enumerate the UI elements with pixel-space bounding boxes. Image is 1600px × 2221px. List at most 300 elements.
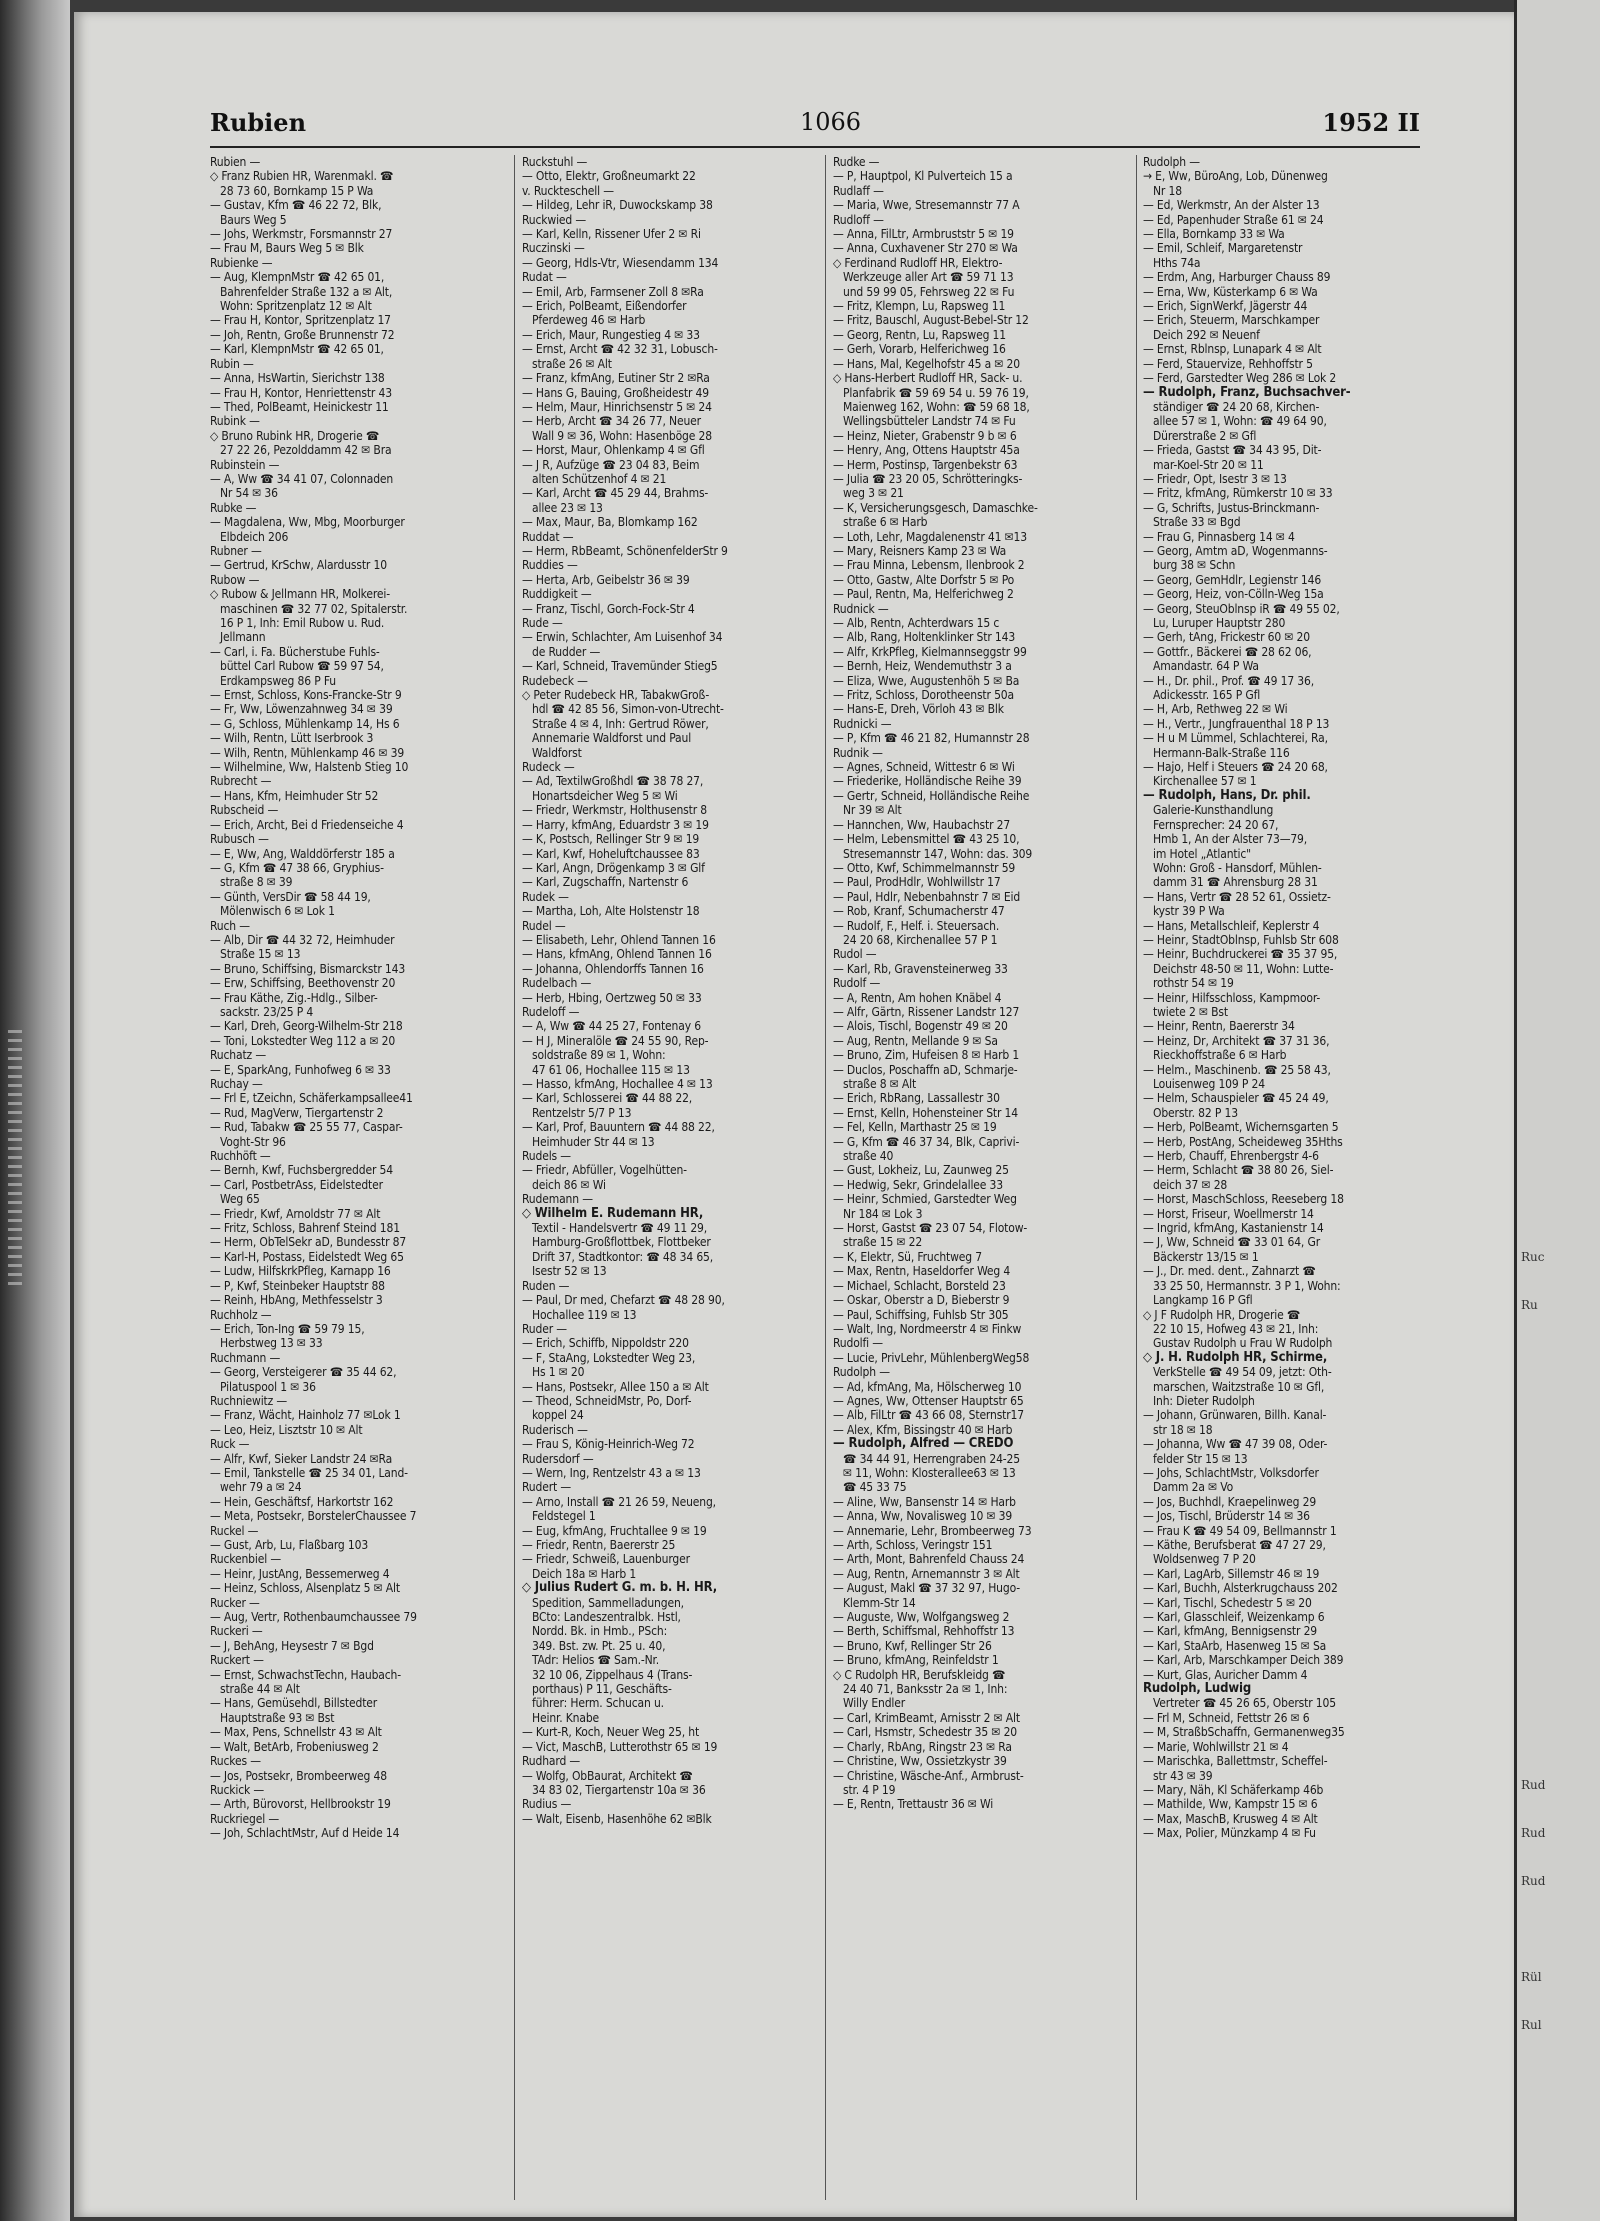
directory-entry: — Julia ☎ 23 20 05, Schrötteringks-: [833, 471, 1023, 486]
directory-entry: — Karl, KlempnMstr ☎ 42 65 01,: [210, 342, 384, 357]
directory-entry: 24 20 68, Kirchenallee 57 P 1: [843, 932, 998, 947]
directory-entry: — Karl, Dreh, Georg-Wilhelm-Str 218: [210, 1019, 403, 1034]
directory-entry: ◇ Franz Rubien HR, Warenmakl. ☎: [210, 169, 394, 184]
directory-entry: — Fr, Ww, Löwenzahnweg 34 ✉ 39: [210, 702, 393, 717]
directory-entry: — Erich, Maur, Rungestieg 4 ✉ 33: [522, 327, 700, 342]
directory-entry: straße 15 ✉ 22: [843, 1235, 923, 1250]
directory-entry: — Eug, kfmAng, Fruchtallee 9 ✉ 19: [522, 1523, 707, 1538]
directory-entry: str 18 ✉ 18: [1153, 1422, 1213, 1437]
directory-entry: Hermann-Balk-Straße 116: [1153, 745, 1290, 760]
directory-entry: Oberstr. 82 P 13: [1153, 1105, 1238, 1120]
directory-entry: — Georg, Hdls-Vtr, Wiesendamm 134: [522, 255, 719, 270]
directory-entry: — Ed, Papenhuder Straße 61 ✉ 24: [1143, 212, 1324, 227]
directory-entry: — Frieda, Gastst ☎ 34 43 95, Dit-: [1143, 443, 1322, 458]
header-year: 1952 II: [1322, 108, 1420, 137]
directory-entry: Ruddies —: [522, 558, 578, 573]
directory-entry: — Aug, Rentn, Mellande 9 ✉ Sa: [833, 1033, 998, 1048]
directory-entry: — Georg, SteuOblnsp iR ☎ 49 55 02,: [1143, 601, 1340, 616]
directory-entry: — Paul, Schiffsing, Fuhlsb Str 305: [833, 1307, 1009, 1322]
directory-entry: Ruden —: [522, 1278, 570, 1293]
directory-entry: — E, Ww, Ang, Walddörferstr 185 a: [210, 846, 395, 861]
directory-entry: — Frau S, König-Heinrich-Weg 72: [522, 1437, 695, 1452]
directory-entry: Rubusch —: [210, 832, 269, 847]
directory-entry: — Ernst, Kelln, Hohensteiner Str 14: [833, 1105, 1018, 1120]
directory-entry: deich 86 ✉ Wi: [532, 1177, 606, 1192]
directory-entry: Rudelbach —: [522, 976, 592, 991]
directory-entry: — Mary, Näh, Kl Schäferkamp 46b: [1143, 1782, 1324, 1797]
directory-entry: Rude —: [522, 616, 563, 630]
directory-entry: ◇ Wilhelm E. Rudemann HR,: [522, 1206, 704, 1221]
directory-entry: Ruckel —: [210, 1523, 259, 1538]
directory-entry: Isestr 52 ✉ 13: [532, 1264, 607, 1279]
directory-entry: Hs 1 ✉ 20: [532, 1365, 585, 1380]
directory-entry: → E, Ww, BüroAng, Lob, Dünenweg: [1143, 169, 1328, 184]
directory-entry: — E, SparkAng, Funhofweg 6 ✉ 33: [210, 1062, 391, 1077]
directory-entry: Rudnicki —: [833, 716, 892, 731]
directory-entry: Rudeloff —: [522, 1004, 580, 1019]
directory-entry: koppel 24: [532, 1408, 584, 1423]
directory-entry: — Gust, Arb, Lu, Flaßbarg 103: [210, 1538, 369, 1552]
directory-entry: — Erich, Archt, Bei d Friedenseiche 4: [210, 817, 404, 832]
directory-entry: — Fel, Kelln, Marthastr 25 ✉ 19: [833, 1120, 997, 1135]
directory-entry: Straße 15 ✉ 13: [220, 947, 301, 962]
directory-entry: — Ingrid, kfmAng, Kastanienstr 14: [1143, 1221, 1324, 1236]
directory-entry: — Franz, Wächt, Hainholz 77 ✉Lok 1: [210, 1408, 401, 1423]
directory-entry: — Hans, kfmAng, Ohlend Tannen 16: [522, 947, 712, 962]
directory-entry: Wall 9 ✉ 36, Wohn: Hasenböge 28: [532, 428, 712, 443]
directory-entry: — Rud, Tabakw ☎ 25 55 77, Caspar-: [210, 1120, 403, 1135]
directory-entry: Nr 54 ✉ 36: [220, 486, 278, 501]
directory-entry: allee 23 ✉ 13: [532, 500, 603, 515]
directory-entry: Erdkampsweg 86 P Fu: [220, 673, 336, 688]
directory-entry: — Ad, kfmAng, Ma, Hölscherweg 10: [833, 1379, 1022, 1394]
directory-entry: — Hildeg, Lehr iR, Duwockskamp 38: [522, 198, 713, 213]
directory-entry: Rudemann —: [522, 1192, 593, 1207]
directory-entry: — Frau Käthe, Zig.-Hdlg., Silber-: [210, 990, 378, 1005]
directory-entry: — Heinr, JustAng, Bessemerweg 4: [210, 1566, 390, 1581]
directory-entry: — Karl, Arb, Marschkamper Deich 389: [1143, 1653, 1344, 1668]
directory-entry: — F, StaAng, Lokstedter Weg 23,: [522, 1350, 696, 1365]
directory-entry: — Erich, PolBeamt, Eißendorfer: [522, 299, 687, 314]
directory-entry: — Otto, Gastw, Alte Dorfstr 5 ✉ Po: [833, 572, 1015, 587]
directory-entry: Mölenwisch 6 ✉ Lok 1: [220, 904, 335, 919]
directory-entry: — Ernst, Schloss, Kons-Francke-Str 9: [210, 688, 402, 703]
directory-entry: und 59 99 05, Fehrsweg 22 ✉ Fu: [843, 284, 1015, 299]
directory-entry: — G, Kfm ☎ 47 38 66, Gryphius-: [210, 860, 384, 875]
directory-entry: — A, Ww ☎ 34 41 07, Colonnaden: [210, 471, 394, 486]
directory-entry: Ruckenbiel —: [210, 1552, 281, 1567]
directory-entry: — Walt, BetArb, Frobeniusweg 2: [210, 1739, 379, 1754]
directory-entry: Jellmann: [220, 630, 266, 645]
directory-entry: — H., Vertr., Jungfrauenthal 18 P 13: [1143, 716, 1330, 731]
directory-entry: — Karl, Angn, Drögenkamp 3 ✉ Glf: [522, 860, 705, 875]
directory-entry: — Ferd, Garstedter Weg 286 ✉ Lok 2: [1143, 371, 1337, 386]
directory-entry: — Bernh, Kwf, Fuchsbergredder 54: [210, 1163, 393, 1178]
directory-entry: — Arno, Install ☎ 21 26 59, Neueng,: [522, 1494, 716, 1509]
directory-entry: — Ferd, Stauervize, Rehhoffstr 5: [1143, 356, 1313, 371]
directory-entry: Rudat —: [522, 270, 567, 285]
directory-entry: — Helm, Maur, Hinrichsenstr 5 ✉ 24: [522, 399, 712, 414]
directory-entry: 16 P 1, Inh: Emil Rubow u. Rud.: [220, 616, 385, 630]
directory-entry: Rudek —: [522, 889, 569, 904]
directory-entry: ◇ Peter Rudebeck HR, TabakwGroß-: [522, 688, 710, 703]
directory-entry: — Frau K ☎ 49 54 09, Bellmannstr 1: [1143, 1523, 1337, 1538]
directory-entry: Ruckstuhl —: [522, 155, 588, 169]
directory-entry: Heimhuder Str 44 ✉ 13: [532, 1134, 655, 1149]
directory-entry: — Helm., Maschinenb. ☎ 25 58 43,: [1143, 1062, 1331, 1077]
directory-entry: — Hasso, kfmAng, Hochallee 4 ✉ 13: [522, 1077, 713, 1091]
directory-entry: — Hans, Gemüsehdl, Billstedter: [210, 1696, 378, 1711]
directory-entry: ◇ Bruno Rubink HR, Drogerie ☎: [210, 428, 380, 443]
directory-entry: — Georg, Rentn, Lu, Rapsweg 11: [833, 327, 1006, 342]
directory-entry: büttel Carl Rubow ☎ 59 97 54,: [220, 659, 384, 674]
directory-entry: Rubienke —: [210, 255, 273, 270]
directory-entry: — E, Rentn, Trettaustr 36 ✉ Wi: [833, 1797, 994, 1812]
directory-entry: — P, Hauptpol, Kl Pulverteich 15 a: [833, 169, 1013, 184]
directory-entry: — K, Versicherungsgesch, Damaschke-: [833, 500, 1038, 515]
directory-entry: — Hannchen, Ww, Haubachstr 27: [833, 817, 1011, 832]
directory-entry: Rudolph, Ludwig: [1143, 1682, 1252, 1697]
directory-entry: Rudke —: [833, 155, 880, 169]
directory-entry: — Agnes, Ww, Ottenser Hauptstr 65: [833, 1393, 1024, 1408]
directory-entry: — Mathilde, Ww, Kampstr 15 ✉ 6: [1143, 1797, 1318, 1812]
directory-entry: — Johs, Werkmstr, Forsmannstr 27: [210, 227, 393, 242]
directory-entry: Rudolph —: [833, 1365, 890, 1380]
directory-entry: Rudersdorf —: [522, 1451, 594, 1466]
directory-entry: — Aug, Vertr, Rothenbaumchaussee 79: [210, 1610, 417, 1625]
directory-entry: — Carl, KrimBeamt, Arnisstr 2 ✉ Alt: [833, 1710, 1020, 1725]
directory-entry: — Bernh, Heiz, Wendemuthstr 3 a: [833, 659, 1012, 674]
directory-entry: — Horst, Gastst ☎ 23 07 54, Flotow-: [833, 1221, 1028, 1236]
directory-entry: Ruddat —: [522, 529, 574, 544]
directory-entry: sackstr. 23/25 P 4: [220, 1004, 314, 1019]
directory-entry: Herbstweg 13 ✉ 33: [220, 1336, 323, 1351]
directory-entry: Galerie-Kunsthandlung: [1153, 803, 1274, 818]
directory-entry: — Heinz, Dr, Architekt ☎ 37 31 36,: [1143, 1033, 1330, 1048]
directory-entry: — Magdalena, Ww, Mbg, Moorburger: [210, 515, 405, 530]
directory-entry: — Erwin, Schlachter, Am Luisenhof 34: [522, 630, 723, 645]
directory-entry: — Carl, Hsmstr, Schedestr 35 ✉ 20: [833, 1725, 1018, 1740]
directory-entry: — Michael, Schlacht, Borsteld 23: [833, 1278, 1006, 1293]
directory-entry: Rubner —: [210, 543, 262, 558]
directory-entry: — Friedr, Werkmstr, Holthusenstr 8: [522, 803, 708, 818]
directory-entry: — Friederike, Holländische Reihe 39: [833, 774, 1022, 789]
directory-entry: Wohn: Groß - Hansdorf, Mühlen-: [1153, 860, 1322, 875]
directory-entry: — Walt, Eisenb, Hasenhöhe 62 ✉Blk: [522, 1811, 712, 1826]
directory-entry: Rucker —: [210, 1595, 260, 1610]
directory-entry: Bahrenfelder Straße 132 a ✉ Alt,: [220, 284, 393, 299]
directory-entry: — H., Dr. phil., Prof. ☎ 49 17 36,: [1143, 673, 1315, 688]
directory-entry: führer: Herm. Schucan u.: [532, 1696, 664, 1711]
directory-entry: Pferdeweg 46 ✉ Harb: [532, 313, 646, 328]
directory-entry: — Herm, RbBeamt, SchönenfelderStr 9: [522, 543, 728, 558]
directory-entry: — Karl, Kelln, Rissener Ufer 2 ✉ Ri: [522, 227, 701, 242]
directory-entry: — Charly, RbAng, Ringstr 23 ✉ Ra: [833, 1739, 1012, 1754]
directory-entry: — Horst, Maur, Ohlenkamp 4 ✉ Gfl: [522, 443, 705, 458]
directory-entry: — Walt, Ing, Nordmeerstr 4 ✉ Finkw: [833, 1321, 1022, 1336]
adjacent-page-fragment: Rul: [1521, 2018, 1542, 2032]
directory-entry: Hochallee 119 ✉ 13: [532, 1307, 637, 1322]
directory-entry: — Martha, Loh, Alte Holstenstr 18: [522, 904, 700, 919]
directory-entry: — Aug, Rentn, Arnemannstr 3 ✉ Alt: [833, 1566, 1020, 1581]
directory-entry: — P, Kwf, Steinbeker Hauptstr 88: [210, 1278, 385, 1293]
directory-entry: — Herm, ObTelSekr aD, Bundesstr 87: [210, 1235, 407, 1250]
directory-entry: — Franz, kfmAng, Eutiner Str 2 ✉Ra: [522, 371, 710, 386]
directory-entry: Gustav Rudolph u Frau W Rudolph: [1153, 1336, 1333, 1351]
adjacent-page-fragment: Rud: [1521, 1874, 1546, 1888]
directory-entry: Rudhard —: [522, 1754, 581, 1769]
directory-entry: — Marischka, Ballettmstr, Scheffel-: [1143, 1754, 1328, 1769]
directory-entry: Honartsdeicher Weg 5 ✉ Wi: [532, 788, 678, 803]
directory-entry: ◇ Rubow & Jellmann HR, Molkerei-: [210, 587, 390, 602]
directory-entry: — Meta, Postsekr, BorstelerChaussee 7: [210, 1509, 417, 1524]
directory-entry: Langkamp 16 P Gfl: [1153, 1293, 1253, 1308]
directory-entry: Hmb 1, An der Alster 73—79,: [1153, 832, 1308, 847]
directory-entry: — Kurt, Glas, Auricher Damm 4: [1143, 1667, 1308, 1682]
directory-entry: 47 61 06, Hochallee 115 ✉ 13: [532, 1062, 690, 1077]
directory-entry: kystr 39 P Wa: [1153, 904, 1225, 919]
directory-entry: — Wilh, Rentn, Lütt Iserbrook 3: [210, 731, 374, 746]
directory-entry: Damm 2a ✉ Vo: [1153, 1480, 1234, 1495]
directory-entry: Rubscheid —: [210, 803, 279, 818]
directory-entry: Louisenweg 109 P 24: [1153, 1077, 1265, 1091]
directory-entry: — Kurt-R, Koch, Neuer Weg 25, ht: [522, 1725, 700, 1740]
directory-entry: — Bruno, Zim, Hufeisen 8 ✉ Harb 1: [833, 1048, 1020, 1063]
directory-entry: — Harry, kfmAng, Eduardstr 3 ✉ 19: [522, 817, 709, 832]
directory-entry: allee 57 ✉ 1, Wohn: ☎ 49 64 90,: [1153, 414, 1327, 429]
directory-entry: — P, Kfm ☎ 46 21 82, Humannstr 28: [833, 731, 1030, 746]
directory-entry: — Frau H, Kontor, Henriettenstr 43: [210, 385, 392, 400]
directory-entry: Rudloff —: [833, 212, 884, 227]
directory-entry: Ruckriegel —: [210, 1811, 279, 1826]
directory-entry: 349. Bst. zw. Pt. 25 u. 40,: [532, 1638, 666, 1653]
directory-entry: Rubrecht —: [210, 774, 272, 789]
directory-entry: — Anna, Cuxhavener Str 270 ✉ Wa: [833, 241, 1018, 256]
directory-entry: Pilatuspool 1 ✉ 36: [220, 1379, 316, 1394]
directory-entry: — G, Kfm ☎ 46 37 34, Blk, Caprivi-: [833, 1134, 1020, 1149]
directory-entry: — Ludw, HilfskrkPfleg, Karnapp 16: [210, 1264, 391, 1279]
directory-entry: — Herm, Postinsp, Targenbekstr 63: [833, 457, 1018, 472]
directory-entry: rothstr 54 ✉ 19: [1153, 976, 1234, 991]
directory-entry: Ruckick —: [210, 1782, 265, 1797]
directory-entry: Rudlaff —: [833, 183, 884, 198]
directory-entry: — J R, Aufzüge ☎ 23 04 83, Beim: [522, 457, 700, 472]
directory-entry: ◇ Julius Rudert G. m. b. H. HR,: [522, 1581, 718, 1596]
header-rule: [210, 146, 1420, 148]
directory-entry: 22 10 15, Hofweg 43 ✉ 21, Inh:: [1153, 1321, 1319, 1336]
directory-entry: — Karl, Archt ☎ 45 29 44, Brahms-: [522, 486, 709, 501]
directory-entry: TAdr: Helios ☎ Sam.-Nr.: [532, 1653, 659, 1668]
directory-entry: Nr 18: [1153, 183, 1182, 198]
directory-entry: Rubin —: [210, 356, 254, 371]
directory-entry: — K, Elektr, Sü, Fruchtweg 7: [833, 1249, 983, 1264]
directory-entry: Weg 65: [220, 1192, 260, 1207]
directory-entry: — Frau Minna, Lebensm, Ilenbrook 2: [833, 558, 1025, 573]
directory-entry: — Maria, Wwe, Stresemannstr 77 A: [833, 198, 1020, 213]
directory-entry: — J., Dr. med. dent., Zahnarzt ☎: [1143, 1264, 1316, 1279]
directory-entry: — Theod, SchneidMstr, Po, Dorf-: [522, 1393, 692, 1408]
directory-entry: straße 26 ✉ Alt: [532, 356, 612, 371]
directory-entry: Ruddigkeit —: [522, 587, 592, 602]
directory-entry: — Alb, Rang, Holtenklinker Str 143: [833, 630, 1016, 645]
directory-entry: Ruck —: [210, 1437, 250, 1452]
directory-entry: — Anna, Ww, Novalisweg 10 ✉ 39: [833, 1509, 1013, 1524]
directory-entry: — Erich, SignWerkf, Jägerstr 44: [1143, 299, 1308, 314]
directory-entry: — Gottfr., Bäckerei ☎ 28 62 06,: [1143, 644, 1312, 659]
directory-entry: — Alb, Rentn, Achterdwars 15 c: [833, 616, 1000, 630]
directory-entry: straße 6 ✉ Harb: [843, 515, 928, 530]
directory-entry: — Wolfg, ObBaurat, Architekt ☎: [522, 1768, 693, 1783]
directory-entry: Rubke —: [210, 500, 257, 515]
directory-entry: — Erich, Steuerm, Marschkamper: [1143, 313, 1320, 328]
directory-entry: Ruchniewitz —: [210, 1393, 288, 1408]
directory-entry: — Annemarie, Lehr, Brombeerweg 73: [833, 1523, 1032, 1538]
directory-entry: — Heinr, StadtOblnsp, Fuhlsb Str 608: [1143, 932, 1339, 947]
directory-entry: — Lucie, PrivLehr, MühlenbergWeg58: [833, 1350, 1030, 1365]
directory-entry: — Alb, Dir ☎ 44 32 72, Heimhuder: [210, 932, 395, 947]
directory-entry: str. 4 P 19: [843, 1782, 896, 1797]
column-4: [1143, 155, 1428, 2195]
directory-entry: Rudeck —: [522, 760, 575, 775]
directory-entry: — Herb, Archt ☎ 34 26 77, Neuer: [522, 414, 701, 429]
directory-entry: — Hein, Geschäftsf, Harkortstr 162: [210, 1494, 394, 1509]
directory-entry: — Hedwig, Sekr, Grindelallee 33: [833, 1177, 1003, 1192]
directory-entry: — Heinr, Rentn, Baererstr 34: [1143, 1019, 1295, 1034]
directory-entry: — Otto, Elektr, Großneumarkt 22: [522, 169, 696, 184]
directory-entry: ☎ 34 44 91, Herrengraben 24-25: [843, 1451, 1020, 1466]
adjacent-page-fragment: Rud: [1521, 1826, 1546, 1840]
directory-entry: — Loth, Lehr, Magdalenenstr 41 ✉13: [833, 529, 1027, 544]
directory-entry: straße 44 ✉ Alt: [220, 1682, 300, 1697]
directory-entry: — Fritz, Klempn, Lu, Rapsweg 11: [833, 299, 1006, 314]
column-1: [210, 155, 495, 2195]
directory-entry: — Emil, Schleif, Margaretenstr: [1143, 241, 1303, 256]
directory-entry: v. Ruckteschell —: [522, 183, 614, 198]
directory-entry: — Arth, Mont, Bahrenfeld Chauss 24: [833, 1552, 1025, 1567]
directory-entry: — J, Ww, Schneid ☎ 33 01 64, Gr: [1143, 1235, 1320, 1250]
directory-entry: Rudolph —: [1143, 155, 1200, 169]
directory-entry: Ruckert —: [210, 1653, 264, 1668]
directory-entry: — Günth, VersDir ☎ 58 44 19,: [210, 889, 371, 904]
directory-entry: — Wilhelmine, Ww, Halstenb Stieg 10: [210, 760, 409, 775]
directory-entry: — Georg, Heiz, von-Cölln-Weg 15a: [1143, 587, 1324, 602]
directory-entry: Woldsenweg 7 P 20: [1153, 1552, 1256, 1567]
directory-entry: Baurs Weg 5: [220, 212, 287, 227]
directory-entry: — Leo, Heiz, Lisztstr 10 ✉ Alt: [210, 1422, 363, 1437]
directory-entry: — Max, MaschB, Krusweg 4 ✉ Alt: [1143, 1811, 1318, 1826]
directory-entry: ✉ 11, Wohn: Klosterallee63 ✉ 13: [843, 1465, 1016, 1480]
directory-entry: — Christine, Ww, Ossietzkystr 39: [833, 1754, 1007, 1769]
column-divider: [825, 155, 826, 2200]
directory-entry: — Rudolph, Franz, Buchsachver-: [1143, 385, 1351, 400]
directory-entry: — Alois, Tischl, Bogenstr 49 ✉ 20: [833, 1019, 1008, 1034]
directory-entry: — H, Arb, Rethweg 22 ✉ Wi: [1143, 702, 1288, 717]
directory-entry: — Joh, SchlachtMstr, Auf d Heide 14: [210, 1826, 400, 1841]
directory-entry: — Georg, Amtm aD, Wogenmanns-: [1143, 543, 1328, 558]
directory-entry: — Aline, Ww, Bansenstr 14 ✉ Harb: [833, 1494, 1016, 1509]
directory-entry: — A, Ww ☎ 44 25 27, Fontenay 6: [522, 1019, 701, 1034]
directory-entry: — Jos, Tischl, Brüderstr 14 ✉ 36: [1143, 1509, 1310, 1524]
directory-entry: — Paul, Hdlr, Nebenbahnstr 7 ✉ Eid: [833, 889, 1021, 904]
directory-entry: — Karl-H, Postass, Eidelstedt Weg 65: [210, 1249, 404, 1264]
directory-entry: — Karl, StaArb, Hasenweg 15 ✉ Sa: [1143, 1638, 1327, 1653]
directory-entry: — Frau H, Kontor, Spritzenplatz 17: [210, 313, 391, 328]
directory-entry: — Elisabeth, Lehr, Ohlend Tannen 16: [522, 932, 716, 947]
directory-entry: — Max, Rentn, Haseldorfer Weg 4: [833, 1264, 1011, 1279]
directory-entry: Inh: Dieter Rudolph: [1153, 1393, 1255, 1408]
directory-entry: — Friedr, Schweiß, Lauenburger: [522, 1552, 690, 1567]
directory-entry: Rentzelstr 5/7 P 13: [532, 1105, 632, 1120]
directory-entry: — Frl M, Schneid, Fettstr 26 ✉ 6: [1143, 1710, 1310, 1725]
directory-entry: — Karl, LagArb, Sillemstr 46 ✉ 19: [1143, 1566, 1320, 1581]
directory-entry: — Karl, Kwf, Hoheluftchaussee 83: [522, 846, 700, 861]
directory-entry: ◇ C Rudolph HR, Berufskleidg ☎: [833, 1667, 1006, 1682]
directory-entry: Adickesstr. 165 P Gfl: [1153, 688, 1261, 703]
directory-entry: Fernsprecher: 24 20 67,: [1153, 817, 1279, 832]
directory-entry: — Rudolf, F., Helf. i. Steuersach.: [833, 918, 1000, 933]
directory-entry: — Alfr, KrkPfleg, Kielmannseggstr 99: [833, 644, 1027, 659]
directory-entry: — Johanna, Ww ☎ 47 39 08, Oder-: [1143, 1437, 1328, 1452]
directory-entry: — Georg, Versteigerer ☎ 35 44 62,: [210, 1365, 397, 1380]
directory-entry: Rudebeck —: [522, 673, 588, 688]
directory-entry: — G, Schrifts, Justus-Brinckmann-: [1143, 500, 1320, 515]
directory-entry: Amandastr. 64 P Wa: [1153, 659, 1259, 674]
directory-entry: felder Str 15 ✉ 13: [1153, 1451, 1248, 1466]
directory-entry: soldstraße 89 ✉ 1, Wohn:: [532, 1048, 666, 1063]
directory-entry: Ruchmann —: [210, 1350, 281, 1365]
directory-entry: — Rudolph, Hans, Dr. phil.: [1143, 788, 1311, 803]
directory-entry: — Gertr, Schneid, Holländische Reihe: [833, 788, 1030, 803]
directory-entry: — Herb, Chauff, Ehrenbergstr 4-6: [1143, 1149, 1319, 1164]
directory-entry: — Heinz, Schloss, Alsenplatz 5 ✉ Alt: [210, 1581, 400, 1596]
directory-entry: — K, Postsch, Rellinger Str 9 ✉ 19: [522, 832, 700, 847]
directory-entry: deich 37 ✉ 28: [1153, 1177, 1228, 1192]
directory-entry: — Rob, Kranf, Schumacherstr 47: [833, 904, 1005, 919]
directory-entry: — Agnes, Schneid, Wittestr 6 ✉ Wi: [833, 760, 1015, 775]
directory-entry: 33 25 50, Hermannstr. 3 P 1, Wohn:: [1153, 1278, 1341, 1293]
directory-entry: straße 8 ✉ Alt: [843, 1077, 917, 1091]
directory-entry: — Frau M, Baurs Weg 5 ✉ Blk: [210, 241, 364, 256]
adjacent-page-fragment: Ruc: [1521, 1250, 1545, 1264]
scanner-gutter: [0, 0, 70, 2221]
directory-entry: — Georg, GemHdlr, Legienstr 146: [1143, 572, 1322, 587]
directory-entry: — Paul, Dr med, Chefarzt ☎ 48 28 90,: [522, 1293, 725, 1308]
directory-entry: — Ernst, Rblnsp, Lunapark 4 ✉ Alt: [1143, 342, 1322, 357]
directory-entry: Deich 18a ✉ Harb 1: [532, 1566, 637, 1581]
directory-entry: — Heinr, Hilfsschloss, Kampmoor-: [1143, 990, 1321, 1005]
directory-entry: Ruchatz —: [210, 1048, 266, 1063]
directory-entry: alten Schützenhof 4 ✉ 21: [532, 471, 667, 486]
directory-entry: — Otto, Kwf, Schimmelmannstr 59: [833, 860, 1016, 875]
adjacent-page-strip: [1514, 0, 1600, 2221]
directory-entry: Ruder —: [522, 1321, 567, 1336]
directory-entry: Hamburg-Großflottbek, Flottbeker: [532, 1235, 711, 1250]
directory-entry: — Frl E, tZeichn, Schäferkampsallee41: [210, 1091, 413, 1106]
directory-entry: Ruchay —: [210, 1077, 263, 1091]
adjacent-page-fragment: Rül: [1521, 1970, 1542, 1984]
directory-entry: — Johs, SchlachtMstr, Volksdorfer: [1143, 1465, 1319, 1480]
directory-entry: im Hotel „Atlantic": [1153, 846, 1251, 861]
directory-entry: marschen, Waitzstraße 10 ✉ Gfl,: [1153, 1379, 1325, 1394]
directory-entry: Rubien —: [210, 155, 261, 169]
directory-entry: — Ed, Werkmstr, An der Alster 13: [1143, 198, 1320, 213]
directory-entry: str 43 ✉ 39: [1153, 1768, 1213, 1783]
directory-entry: — Karl, Rb, Gravensteinerweg 33: [833, 961, 1008, 976]
directory-entry: — Berth, Schiffsmal, Rehhoffstr 13: [833, 1624, 1015, 1639]
directory-entry: Rubinstein —: [210, 457, 280, 472]
directory-entry: wehr 79 a ✉ 24: [220, 1480, 302, 1495]
directory-entry: — Hans, Kfm, Heimhuder Str 52: [210, 788, 379, 803]
